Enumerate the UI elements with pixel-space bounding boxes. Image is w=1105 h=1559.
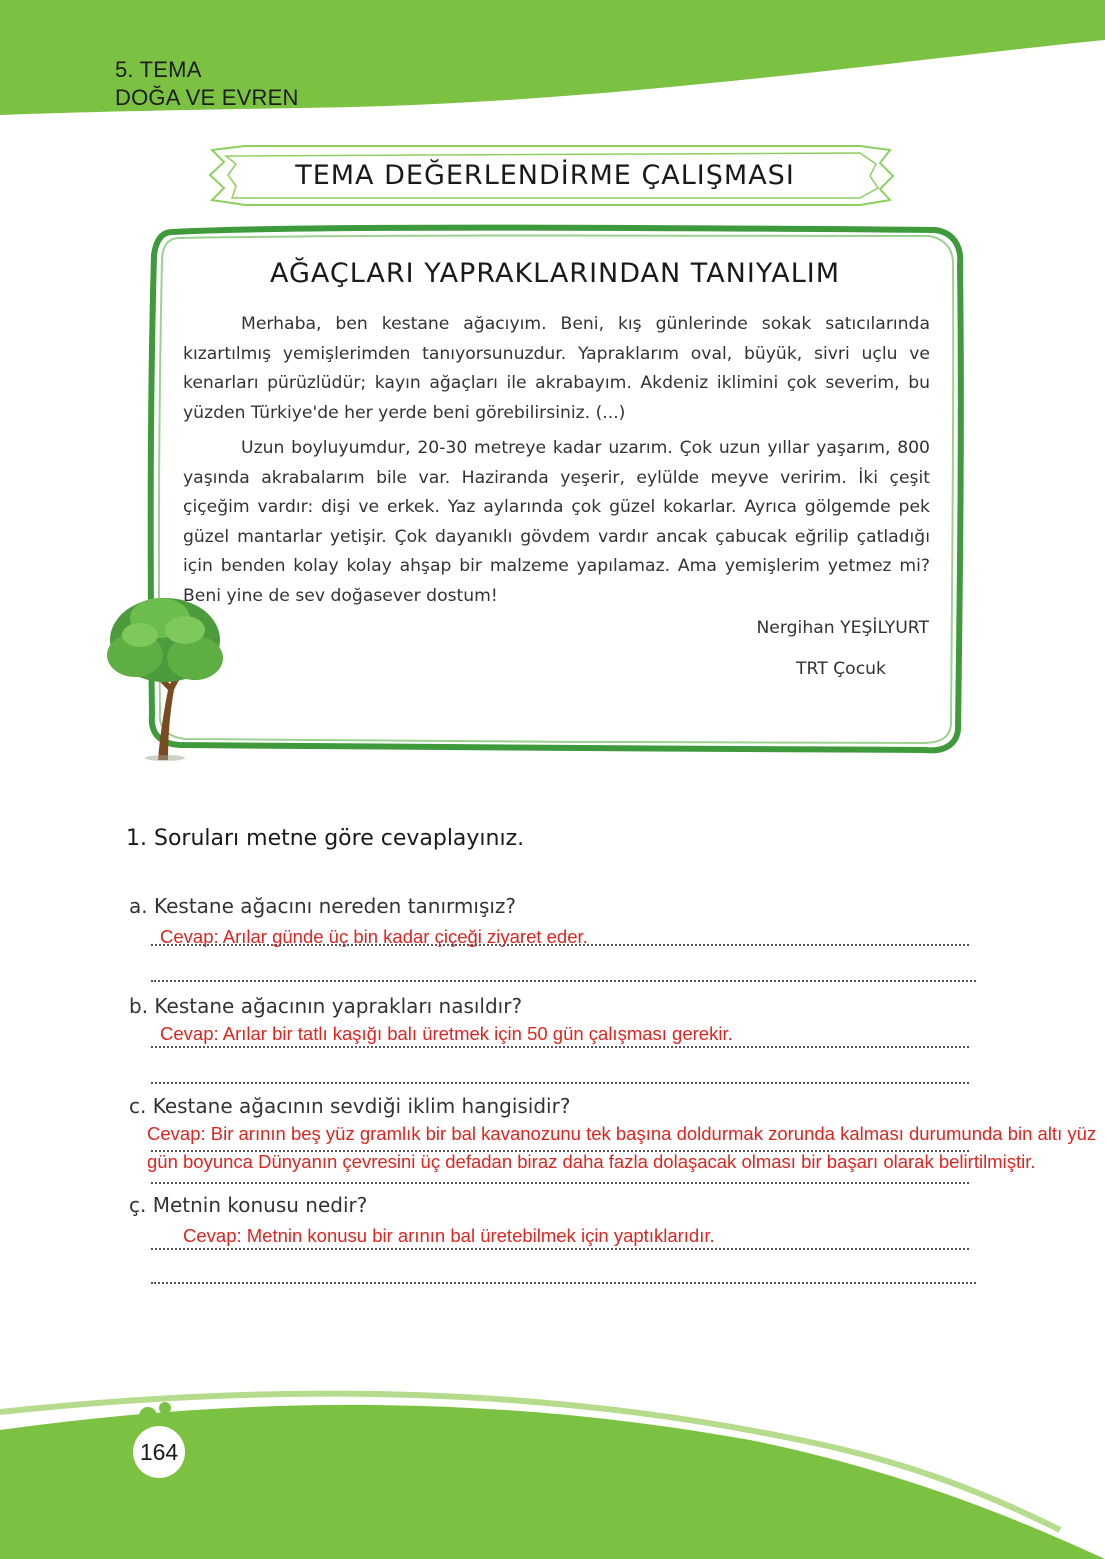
answer-line (151, 1046, 969, 1048)
answer-line (151, 1282, 976, 1284)
story-body (183, 310, 930, 617)
theme-name: DOĞA VE EVREN (115, 85, 299, 110)
answer-line (151, 1082, 969, 1084)
answer-b[interactable]: Cevap: Arılar bir tatlı kaşığı balı üretmek için 50 gün çalışması gerekir. (160, 1023, 733, 1044)
answer-line (151, 944, 969, 946)
answer-c-cedilla[interactable]: Cevap: Metnin konusu bir arının bal üretebilmek için yaptıklarıdır. (183, 1225, 715, 1246)
tree-illustration (107, 598, 223, 761)
story-title: AĞAÇLARI YAPRAKLARINDAN TANIYALIM (269, 258, 840, 289)
answer-line (151, 980, 976, 982)
question-c-cedilla: ç. Metnin konusu nedir? (129, 1193, 368, 1217)
deco-circle (139, 1407, 157, 1425)
theme-number: 5. TEMA (115, 57, 202, 82)
deco-circle (159, 1402, 171, 1414)
theme-header (115, 56, 299, 112)
banner-title: TEMA DEĞERLENDİRME ÇALIŞMASI (295, 159, 795, 191)
story-paragraph: Merhaba, ben kestane ağacıyım. Beni, kış günlerinde sokak satıcılarında kızartılmış yemişlerimden tanıyorsunuzdur. Yapraklarım oval, büyük, sivri uçlu ve kenarları pürüzlüdür; kayın ağaçları ile akrabayım. Akdeniz iklimini çok severim, bu yüzden Türkiye'de her yerde beni görebilirsiniz. (...) (183, 314, 930, 423)
question-c: c. Kestane ağacının sevdiği iklim hangisidir? (129, 1094, 571, 1118)
exercise-heading: 1. Soruları metne göre cevaplayınız. (126, 826, 525, 851)
question-b: b. Kestane ağacının yaprakları nasıldır? (129, 994, 523, 1018)
answer-c[interactable]: Cevap: Bir arının beş yüz gramlık bir bal kavanozunu tek başına doldurmak zorunda kalması durumunda bin altı yüz gün boyunca Dünyanın çevresini üç defadan biraz daha fazla dolaşacak olması bir başarı olarak belirtilmiştir. (147, 1123, 1097, 1172)
answer-a[interactable]: Cevap: Arılar günde üç bin kadar çiçeği ziyaret eder. (160, 926, 588, 947)
question-a: a. Kestane ağacını nereden tanırmışız? (129, 894, 517, 918)
story-author: Nergihan YEŞİLYURT (756, 618, 929, 638)
story-paragraph: Uzun boyluyumdur, 20-30 metreye kadar uzarım. Çok uzun yıllar yaşarım, 800 yaşında akrabalarım bile var. Haziranda yeşerir, eylülde meyve veririm. İki çeşit çiçeğim vardır: dişi ve erkek. Yaz aylarında çok güzel kokarlar. Ayrıca gölgemde pek güzel mantarlar yetişir. Çok dayanıklı gövdem vardır ancak çabucak eğrilip çatladığı için benden kolay kolay ahşap bir malzeme yapılamaz. Ama yemişlerim yetmez mi? Beni yine de sev doğasever dostum! (183, 438, 930, 606)
answer-line (151, 1150, 969, 1152)
answer-line (151, 1248, 969, 1250)
story-source: TRT Çocuk (796, 659, 886, 679)
answer-line (151, 1182, 969, 1184)
page-number: 164 (133, 1426, 185, 1478)
